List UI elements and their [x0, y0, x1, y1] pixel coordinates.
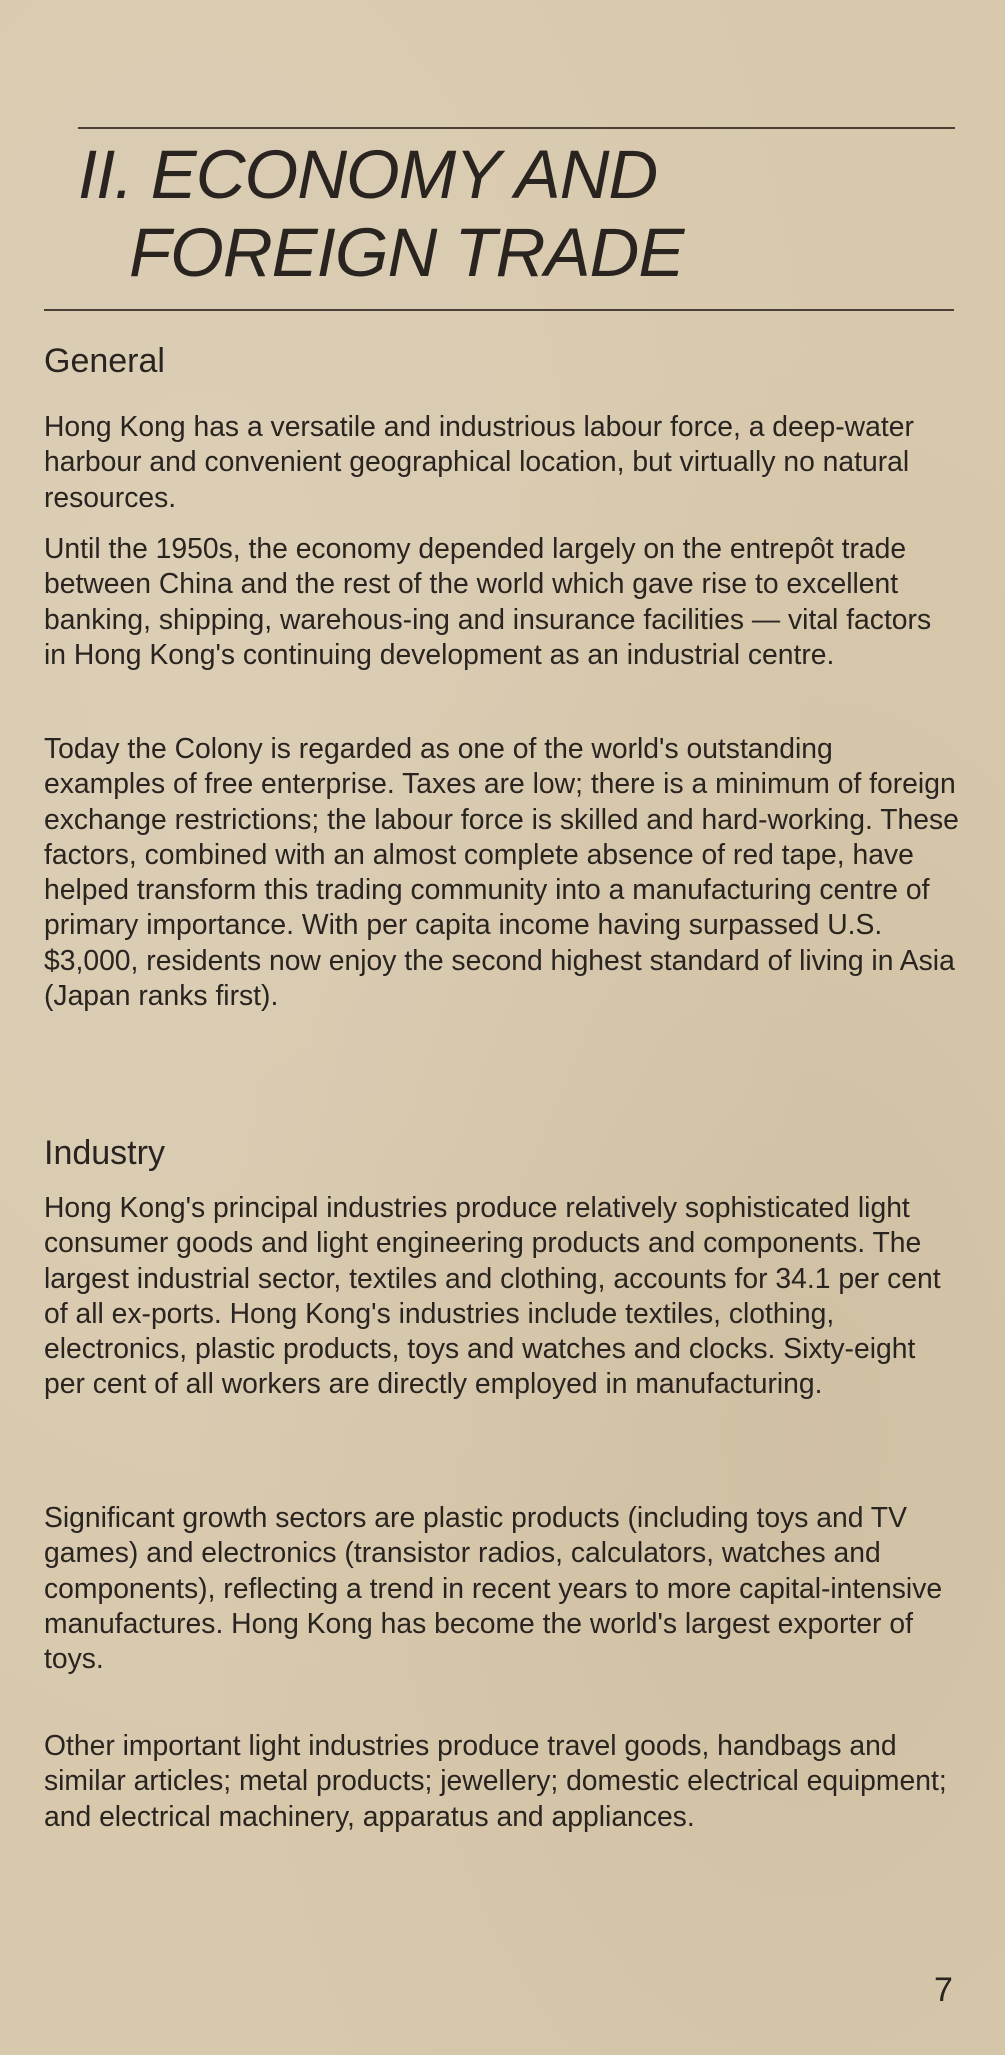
heading-bottom-rule: [44, 309, 954, 311]
paragraph-industry-1: Hong Kong's principal industries produce relatively sophisticated light consumer goods and light engineering products and components. The largest industrial sector, textiles and clothing, accounts for 34.1 per cent of all ex-ports. Hong Kong's industries include textiles, clothing, electronics, plastic products, toys and watches and clocks. Sixty-eight per cent of all workers are directly employed in manufacturing.: [44, 1191, 941, 1400]
paragraph-industry-3: Other important light industries produce travel goods, handbags and similar articles; metal products; jewellery; domestic electrical equipment; and electrical machinery, apparatus and appliances.: [44, 1729, 947, 1832]
paragraph-general-2: Until the 1950s, the economy depended largely on the entrepôt trade between China and the rest of the world which gave rise to excellent banking, shipping, warehous-ing and insurance facilities — vital factors in Hong Kong's continuing development as an industrial centre.: [44, 532, 932, 670]
page-number: 7: [934, 1971, 953, 2009]
chapter-heading: [78, 136, 948, 292]
paragraph-industry-2: Significant growth sectors are plastic products (including toys and TV games) and electronics (transistor radios, calculators, watches and components), reflecting a trend in recent years to more capital-intensive manufactures. Hong Kong has become the world's largest exporter of toys.: [44, 1501, 943, 1675]
paragraph-general-3: Today the Colony is regarded as one of the world's outstanding examples of free enterprise. Taxes are low; there is a minimum of foreign exchange restrictions; the labour force is skilled and hard-working. These factors, combined with an almost complete absence of red tape, have helped transform this trading community into a manufacturing centre of primary importance. With per capita income having surpassed U.S. $3,000, residents now enjoy the second highest standard of living in Asia (Japan ranks first).: [44, 732, 959, 1012]
section-title-industry: Industry: [44, 1134, 165, 1172]
heading-top-rule: [78, 127, 955, 129]
chapter-heading-line-1: II. ECONOMY AND: [78, 136, 658, 213]
section-title-general: General: [44, 342, 165, 380]
chapter-heading-line-2: FOREIGN TRADE: [129, 214, 684, 291]
paragraph-general-1: Hong Kong has a versatile and industrious labour force, a deep-water harbour and convenient geographical location, but virtually no natural resources.: [44, 410, 914, 513]
